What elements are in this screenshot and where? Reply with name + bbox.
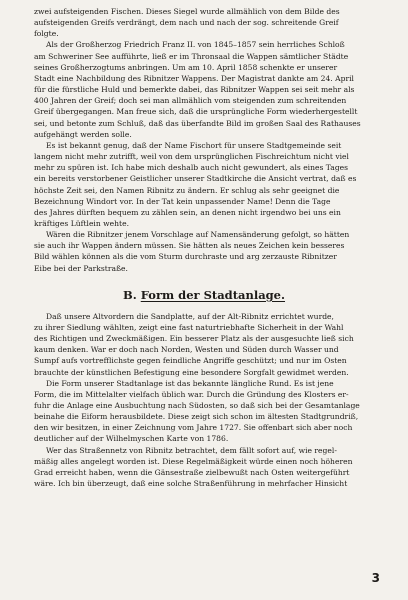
text-line: höchste Zeit sei, den Namen Ribnitz zu ändern. Er schlug als sehr geeignet die bbox=[34, 185, 340, 195]
text-line: zwei aufsteigenden Fischen. Dieses Siegel wurde allmählich von dem Bilde des bbox=[34, 7, 340, 16]
paragraph bbox=[34, 311, 374, 378]
text-line: kräftiges Lüftlein wehte. bbox=[34, 218, 130, 228]
text-line: Die Form unserer Stadtanlage ist das bekannte längliche Rund. Es ist jene bbox=[46, 378, 334, 388]
text-line: mehr zu spüren ist. Ich habe mich deshalb auch nicht gewundert, als eines Tages bbox=[34, 163, 349, 173]
section-heading-title: Form der Stadtanlage. bbox=[140, 287, 286, 302]
text-line: Wären die Ribnitzer jenem Vorschlage auf Namensänderung gefolgt, so hätten bbox=[46, 230, 350, 240]
paragraph bbox=[34, 378, 374, 445]
paragraph bbox=[34, 229, 374, 274]
text-line: am Schweriner See aufführte, ließ er im Thronsaal die Wappen sämtlicher Städte bbox=[34, 51, 349, 61]
text-line: Stadt eine Nachbildung des Ribnitzer Wappens. Der Magistrat dankte am 24. April bbox=[34, 73, 354, 83]
text-line: Grad erreicht haben, wenn die Gänsestraße zielbewußt nach Osten weitergeführt bbox=[34, 467, 350, 477]
paragraph bbox=[34, 6, 374, 39]
text-line: des Richtigen und Zweckmäßigen. Ein besserer Platz als der ausgesuchte ließ sich bbox=[34, 334, 354, 344]
text-line: beinahe die Eiform herausbildete. Diese zeigt sich schon im ältesten Stadtgrundriß, bbox=[34, 412, 359, 422]
text-line: kaum denken. War er doch nach Norden, Westen und Süden durch Wasser und bbox=[34, 345, 339, 355]
text-line: Es ist bekannt genug, daß der Name Fischort für unsere Stadtgemeinde seit bbox=[46, 140, 342, 150]
text-line: sie auch ihr Wappen ändern müssen. Sie hätten als neues Zeichen kein besseres bbox=[34, 241, 345, 251]
text-line: deutlicher auf der Wilhelmyschen Karte von 1786. bbox=[34, 434, 229, 444]
text-line: Bild wählen können als die vom Sturm durchraste und arg zerzauste Ribnitzer bbox=[34, 252, 337, 262]
text-line: den wir besitzen, in einer Zeichnung vom Jahre 1727. Sie offenbart sich aber noch bbox=[34, 423, 353, 433]
text-line: Wer das Straßennetz von Ribnitz betrachtet, dem fällt sofort auf, wie regel- bbox=[46, 445, 337, 455]
text-line: Als der Großherzog Friedrich Franz II. von 1845–1857 sein herrliches Schloß bbox=[46, 40, 345, 50]
text-line: Greif übergegangen. Man freue sich, daß die ursprüngliche Form wiederhergestellt bbox=[34, 107, 358, 117]
text-line: Sumpf aufs vortrefflichste gegen feindliche Angriffe geschützt; und nur im Osten bbox=[34, 356, 347, 366]
paragraph bbox=[34, 39, 374, 139]
text-line: ein bereits verstorbener Geistlicher unserer Stadtkirche die Ansicht vertrat, daß es bbox=[34, 174, 357, 184]
text-line: langem nicht mehr zutrifft, weil von dem ursprünglichen Fischreichtum nicht viel bbox=[34, 152, 349, 162]
section-heading-prefix: B. bbox=[122, 287, 137, 302]
text-line: fuhr die Anlage eine Ausbuchtung nach Südosten, so daß sich bei der Gesamtanlage bbox=[34, 401, 360, 410]
text-line: brauchte der künstlichen Befestigung eine besondere Sorgfalt gewidmet werden. bbox=[34, 367, 349, 377]
text-line: wäre. Ich bin überzeugt, daß eine solche Straßenführung in mehrfacher Hinsicht bbox=[34, 479, 348, 489]
text-line: Form, die im Mittelalter vielfach üblich war. Durch die Gründung des Klosters er- bbox=[34, 389, 349, 399]
text-line: sei, und betonte zum Schluß, daß das überfandte Bild im großen Saal des Rathauses bbox=[34, 118, 361, 128]
text-line: Bezeichnung Windort vor. In der Tat kein unpassender Name! Denn die Tage bbox=[34, 196, 331, 206]
paragraph bbox=[34, 140, 374, 229]
text-line: für die fürstliche Huld und bemerkte dabei, das Ribnitzer Wappen sei seit mehr als bbox=[34, 85, 355, 95]
text-line: aufgehängt werden solle. bbox=[34, 129, 132, 139]
text-line: zu ihrer Siedlung wählten, zeigt eine fast naturtriebhafte Sicherheit in der Wahl bbox=[34, 322, 344, 332]
paragraph bbox=[34, 445, 374, 490]
text-line: des Jahres dürften bequem zu zählen sein, an denen nicht irgendwo bei uns ein bbox=[34, 207, 341, 217]
text-line: 400 Jahren der Greif; doch sei man allmählich vom steigenden zum schreitenden bbox=[34, 96, 347, 106]
section-a-text bbox=[34, 6, 374, 274]
text-line: Eibe bei der Parkstraße. bbox=[34, 263, 128, 273]
text-line: aufsteigenden Greifs verdrängt, dem nach und nach der sog. schreitende Greif bbox=[34, 18, 339, 28]
page-number: 3 bbox=[371, 571, 380, 585]
text-line: mäßig alles angelegt worden ist. Diese Regelmäßigkeit würde einen noch höheren bbox=[34, 456, 353, 466]
section-b-text bbox=[34, 311, 374, 490]
text-line: Daß unsere Altvordern die Sandplatte, auf der Alt-Ribnitz errichtet wurde, bbox=[46, 311, 334, 321]
section-heading bbox=[34, 288, 374, 302]
text-line: seines Großherzogtums anbringen. Um am 10. April 1858 schenkte er unserer bbox=[34, 62, 338, 72]
text-line: folgte. bbox=[34, 29, 59, 39]
